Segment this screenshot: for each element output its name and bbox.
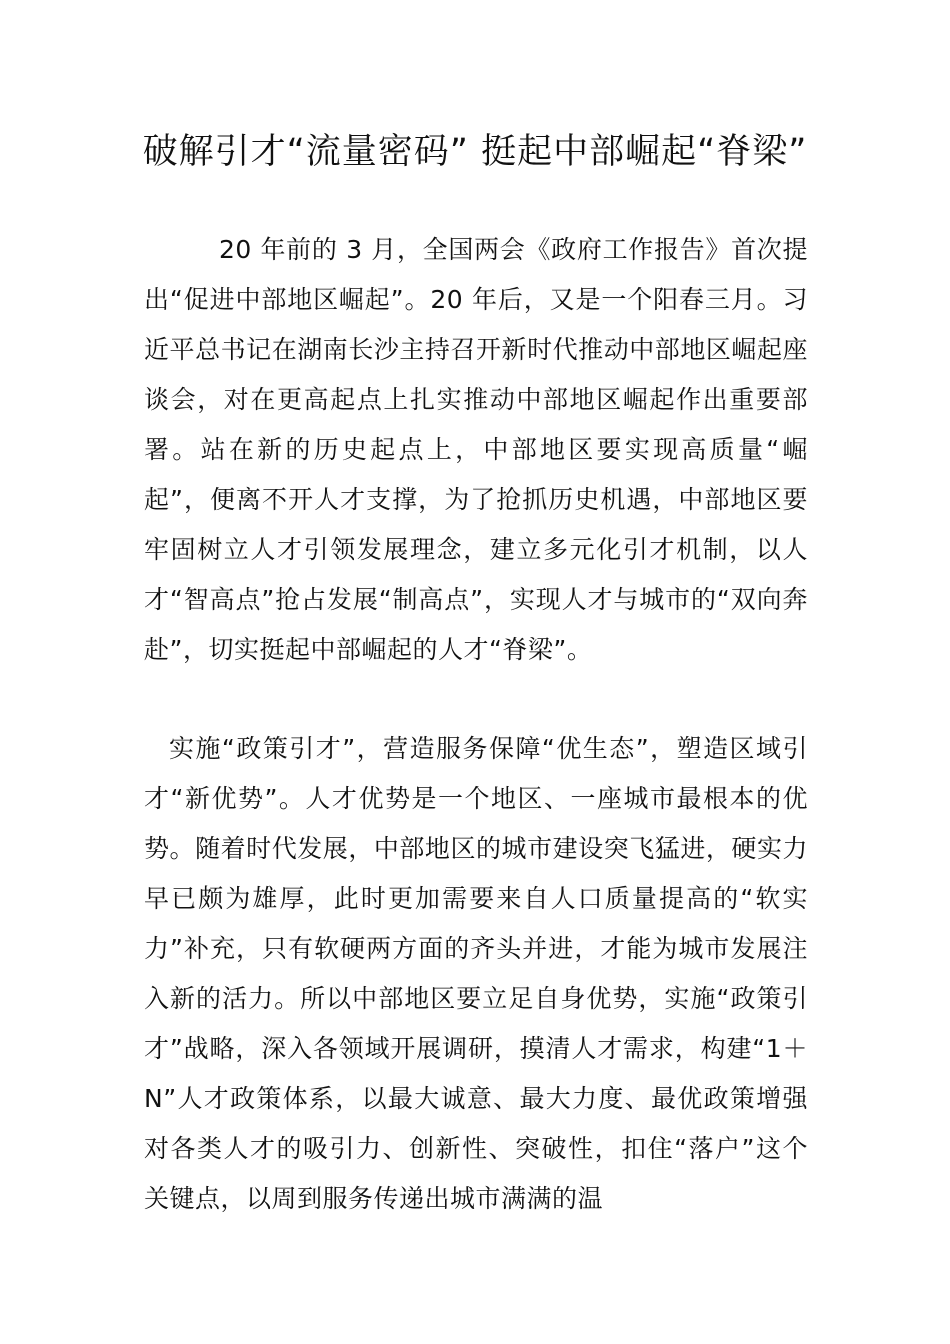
paragraph-2: 实施“政策引才”，营造服务保障“优生态”，塑造区域引才“新优势”。人才优势是一个地区、一座城市最根本的优势。随着时代发展，中部地区的城市建设突飞猛进，硬实力早已颇为雄厚，此时更加需要来自人口质量提高的“软实力”补充，只有软硬两方面的齐头并进，才能为城市发展注入新的活力。所以中部地区要立足自身优势，实施“政策引才”战略，深入各领域开展调研，摸清人才需求，构建“1＋N”人才政策体系，以最大诚意、最大力度、最优政策增强对各类人才的吸引力、创新性、突破性，扣住“落户”这个关键点，以周到服务传递出城市满满的温 [144,734,808,1213]
document-title: 破解引才“流量密码” 挺起中部崛起“脊梁” [142,132,808,172]
paragraph-1: 20 年前的 3 月，全国两会《政府工作报告》首次提出“促进中部地区崛起”。20 年后，又是一个阳春三月。习近平总书记在湖南长沙主持召开新时代推动中部地区崛起座谈会，对在更高起点上扎实推动中部地区崛起作出重要部署。站在新的历史起点上，中部地区要实现高质量“崛起”，便离不开人才支撑，为了抢抓历史机遇，中部地区要牢固树立人才引领发展理念，建立多元化引才机制，以人才“智高点”抢占发展“制高点”，实现人才与城市的“双向奔赴”，切实挺起中部崛起的人才“脊梁”。 [144,235,808,664]
